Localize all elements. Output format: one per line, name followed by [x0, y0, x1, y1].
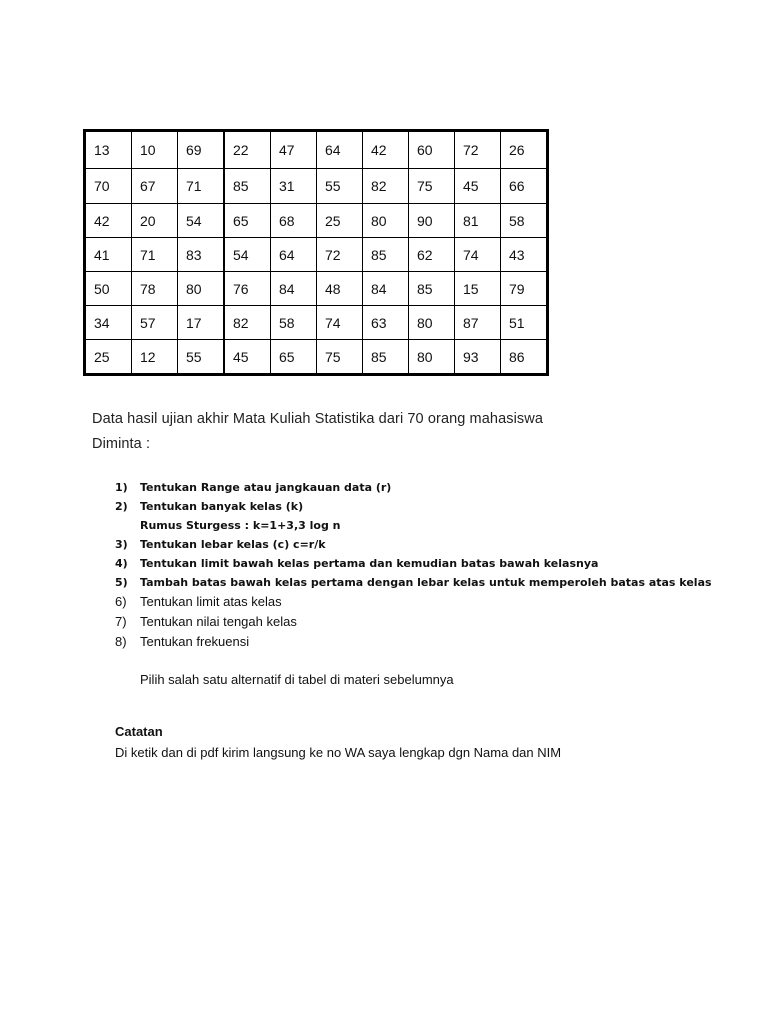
- request-label: Diminta :: [92, 436, 151, 452]
- task-item: [115, 612, 712, 632]
- table-cell: 80: [178, 272, 225, 306]
- table-cell: 65: [271, 340, 317, 375]
- table-row: [85, 272, 548, 306]
- table-cell: 51: [501, 306, 548, 340]
- table-cell: 74: [317, 306, 363, 340]
- table-cell: 82: [224, 306, 271, 340]
- table-cell: 80: [409, 306, 455, 340]
- table-cell: 55: [317, 169, 363, 204]
- task-text: Tentukan frekuensi: [140, 634, 250, 649]
- table-cell: 87: [455, 306, 501, 340]
- table-cell: 78: [132, 272, 178, 306]
- table-cell: 48: [317, 272, 363, 306]
- table-cell: 75: [317, 340, 363, 375]
- notes-heading: Catatan: [115, 724, 163, 739]
- table-cell: 45: [455, 169, 501, 204]
- table-cell: 69: [178, 131, 225, 169]
- table-cell: 79: [501, 272, 548, 306]
- table-cell: 43: [501, 238, 548, 272]
- table-row: [85, 306, 548, 340]
- task-list: [115, 478, 712, 652]
- task-item: [115, 632, 712, 652]
- task-item: [115, 497, 712, 535]
- notes-text: Di ketik dan di pdf kirim langsung ke no WA saya lengkap dgn Nama dan NIM: [115, 745, 562, 760]
- task-number: 5): [115, 576, 128, 589]
- table-cell: 12: [132, 340, 178, 375]
- table-cell: 25: [317, 204, 363, 238]
- table-cell: 85: [363, 238, 409, 272]
- table-cell: 57: [132, 306, 178, 340]
- table-cell: 85: [409, 272, 455, 306]
- table-cell: 41: [85, 238, 132, 272]
- table-cell: 31: [271, 169, 317, 204]
- task-item: [115, 554, 712, 573]
- table-cell: 58: [501, 204, 548, 238]
- table-cell: 93: [455, 340, 501, 375]
- exam-scores-table: [83, 129, 549, 376]
- table-cell: 15: [455, 272, 501, 306]
- task-text: Tentukan nilai tengah kelas: [140, 614, 297, 629]
- choose-alternative-note: Pilih salah satu alternatif di tabel di materi sebelumnya: [140, 672, 454, 687]
- table-cell: 26: [501, 131, 548, 169]
- table-cell: 75: [409, 169, 455, 204]
- task-number: 2): [115, 500, 128, 513]
- task-text: Tentukan limit atas kelas: [140, 594, 282, 609]
- table-cell: 80: [409, 340, 455, 375]
- table-cell: 25: [85, 340, 132, 375]
- table-cell: 55: [178, 340, 225, 375]
- table-cell: 42: [363, 131, 409, 169]
- table-row: [85, 131, 548, 169]
- table-cell: 42: [85, 204, 132, 238]
- table-cell: 80: [363, 204, 409, 238]
- table-cell: 86: [501, 340, 548, 375]
- table-cell: 82: [363, 169, 409, 204]
- task-number: 6): [115, 594, 127, 609]
- table-cell: 47: [271, 131, 317, 169]
- table-row: [85, 204, 548, 238]
- table-cell: 84: [363, 272, 409, 306]
- table-cell: 54: [224, 238, 271, 272]
- task-item: [115, 478, 712, 497]
- table-cell: 62: [409, 238, 455, 272]
- table-cell: 71: [178, 169, 225, 204]
- table-cell: 81: [455, 204, 501, 238]
- task-item: [115, 573, 712, 592]
- task-text: Tambah batas bawah kelas pertama dengan lebar kelas untuk memperoleh batas atas kelas: [140, 576, 712, 589]
- table-cell: 13: [85, 131, 132, 169]
- task-number: 4): [115, 557, 128, 570]
- table-cell: 74: [455, 238, 501, 272]
- task-number: 1): [115, 481, 128, 494]
- table-row: [85, 238, 548, 272]
- exam-scores-table-body: [85, 131, 548, 375]
- task-item: [115, 535, 712, 554]
- table-cell: 90: [409, 204, 455, 238]
- task-number: 7): [115, 614, 127, 629]
- table-row: [85, 169, 548, 204]
- table-cell: 72: [317, 238, 363, 272]
- table-row: [85, 340, 548, 375]
- task-text: Tentukan Range atau jangkauan data (r): [140, 481, 392, 494]
- table-cell: 66: [501, 169, 548, 204]
- table-cell: 71: [132, 238, 178, 272]
- table-cell: 85: [224, 169, 271, 204]
- task-text: Tentukan banyak kelas (k): [140, 500, 304, 513]
- task-number: 8): [115, 634, 127, 649]
- table-cell: 34: [85, 306, 132, 340]
- table-cell: 83: [178, 238, 225, 272]
- task-formula: Rumus Sturgess : k=1+3,3 log n: [140, 519, 341, 532]
- table-cell: 65: [224, 204, 271, 238]
- table-cell: 50: [85, 272, 132, 306]
- table-cell: 64: [317, 131, 363, 169]
- task-text: Tentukan lebar kelas (c) c=r/k: [140, 538, 326, 551]
- table-cell: 72: [455, 131, 501, 169]
- task-number: 3): [115, 538, 128, 551]
- table-cell: 76: [224, 272, 271, 306]
- table-cell: 64: [271, 238, 317, 272]
- task-text: Tentukan limit bawah kelas pertama dan kemudian batas bawah kelasnya: [140, 557, 599, 570]
- table-cell: 70: [85, 169, 132, 204]
- table-cell: 58: [271, 306, 317, 340]
- table-cell: 10: [132, 131, 178, 169]
- table-cell: 68: [271, 204, 317, 238]
- table-cell: 85: [363, 340, 409, 375]
- table-cell: 20: [132, 204, 178, 238]
- task-item: [115, 592, 712, 612]
- table-cell: 45: [224, 340, 271, 375]
- table-cell: 84: [271, 272, 317, 306]
- data-description: Data hasil ujian akhir Mata Kuliah Statistika dari 70 orang mahasiswa: [92, 411, 543, 427]
- table-cell: 54: [178, 204, 225, 238]
- table-cell: 60: [409, 131, 455, 169]
- table-cell: 67: [132, 169, 178, 204]
- table-cell: 17: [178, 306, 225, 340]
- table-cell: 63: [363, 306, 409, 340]
- table-cell: 22: [224, 131, 271, 169]
